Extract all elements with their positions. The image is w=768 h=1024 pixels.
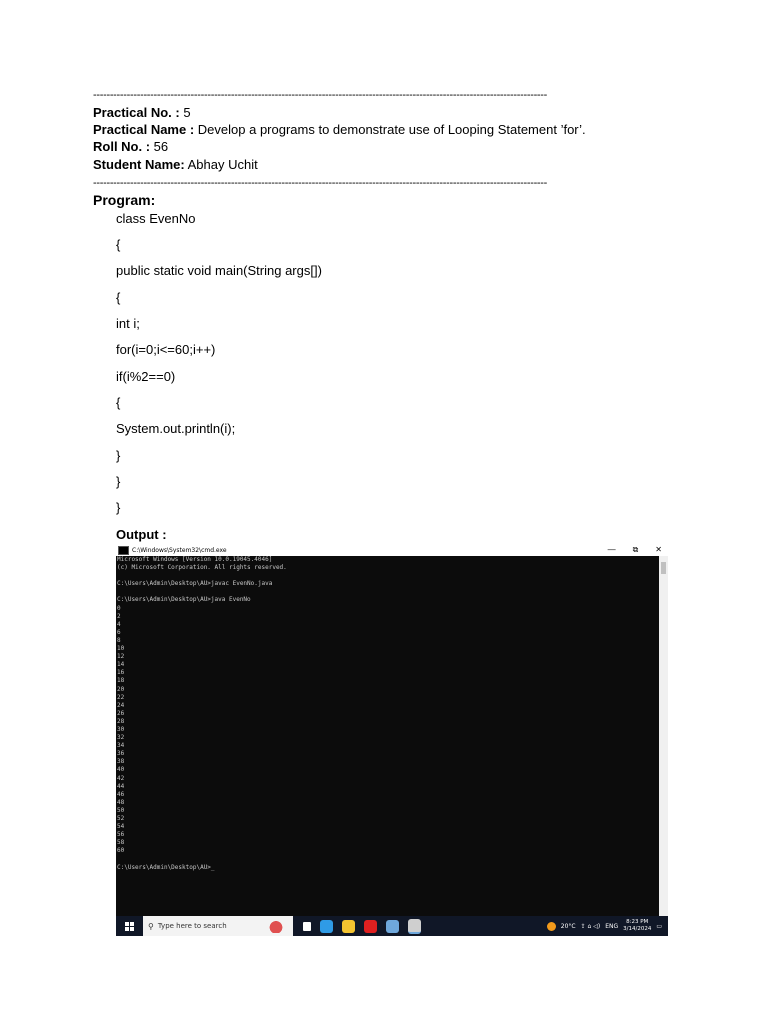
console-line [117, 572, 657, 580]
practical-name-value: Develop a programs to demonstrate use of Looping Statement ’for’. [197, 122, 586, 137]
student-name-line [93, 157, 258, 173]
practical-name-line [93, 122, 586, 138]
console-line: 40 [117, 766, 125, 774]
output-heading: Output : [116, 527, 167, 542]
scrollbar-thumb[interactable] [661, 562, 666, 574]
temperature[interactable]: 20°C [560, 922, 576, 930]
practical-no-value: 5 [183, 105, 191, 120]
practical-no-label: Practical No. : [93, 105, 180, 120]
console-line: 14 [117, 661, 125, 669]
console-line: 48 [117, 798, 125, 806]
top-divider: --------------------------------------------------------------------------------------------------------------------------------------- [93, 89, 548, 101]
code-line: int i; [116, 316, 140, 331]
practical-no-line [93, 105, 191, 121]
tray-icons[interactable]: ⇪ ⌂ ◁) [580, 922, 601, 930]
taskbar-app-icon[interactable] [342, 920, 355, 933]
taskbar-app-icon[interactable] [303, 922, 311, 931]
console-line: 16 [117, 669, 125, 677]
console-line: C:\Users\Admin\Desktop\AU>_ [117, 863, 215, 871]
console-line: 30 [117, 725, 125, 733]
window-titlebar [116, 544, 668, 556]
code-line: } [116, 500, 121, 515]
console-line: 42 [117, 774, 125, 782]
console-line: 26 [117, 709, 125, 717]
taskbar-apps [303, 919, 421, 934]
console-line: 10 [117, 645, 125, 653]
console-line: 44 [117, 782, 125, 790]
practical-name-label: Practical Name : [93, 122, 195, 137]
bottom-divider: --------------------------------------------------------------------------------------------------------------------------------------- [93, 177, 548, 189]
search-placeholder: Type here to search [157, 922, 227, 930]
console-line: 54 [117, 823, 125, 831]
cmd-icon [118, 546, 129, 555]
code-line: } [116, 448, 121, 463]
window-controls [608, 544, 662, 556]
console-line: 36 [117, 750, 125, 758]
console-line: Microsoft Windows [Version 10.0.19045.4046] [117, 556, 273, 563]
roll-no-value: 56 [153, 139, 169, 154]
notification-icon[interactable]: ▭ [656, 922, 662, 930]
console-line: 24 [117, 701, 125, 709]
console-line: 58 [117, 839, 125, 847]
code-line: { [116, 395, 121, 410]
console-line: 12 [117, 653, 125, 661]
taskbar-app-icon[interactable] [386, 920, 399, 933]
console-output [117, 556, 657, 916]
code-line: public static void main(String args[]) [116, 263, 322, 278]
window-title: C:\Windows\System32\cmd.exe [132, 546, 227, 554]
code-line: } [116, 474, 121, 489]
search-icon: ⚲ [148, 921, 154, 931]
console-line [117, 588, 657, 596]
code-line: class EvenNo [116, 211, 196, 226]
language-indicator[interactable]: ENG [605, 922, 619, 930]
console-line: 60 [117, 847, 125, 855]
taskbar [116, 916, 668, 936]
taskbar-app-icon[interactable] [364, 920, 377, 933]
console-line: 18 [117, 677, 125, 685]
cmd-screenshot [116, 544, 668, 936]
program-heading: Program: [93, 192, 156, 208]
code-line: { [116, 237, 121, 252]
code-line: System.out.println(i); [116, 421, 236, 436]
console-scrollbar[interactable] [659, 556, 668, 916]
code-line: if(i%2==0) [116, 369, 176, 384]
console-line: 4 [117, 620, 121, 628]
restore-icon[interactable]: ⧉ [632, 545, 639, 554]
windows-start-icon[interactable] [125, 922, 134, 931]
taskbar-search[interactable] [143, 916, 293, 936]
clock-date: 3/14/2024 [623, 926, 652, 932]
console-line: 46 [117, 790, 125, 798]
taskbar-app-icon[interactable] [408, 919, 421, 934]
console-line: C:\Users\Admin\Desktop\AU>javac EvenNo.java [117, 580, 273, 588]
console-line: 32 [117, 734, 125, 742]
roll-no-label: Roll No. : [93, 139, 151, 154]
clock[interactable] [623, 919, 651, 933]
code-line: { [116, 290, 121, 305]
minimize-icon[interactable]: — [607, 545, 616, 554]
roll-no-line [93, 139, 168, 155]
student-name-label: Student Name: [93, 157, 185, 172]
console-line: 2 [117, 612, 121, 620]
console-line: 22 [117, 693, 125, 701]
console-line: 34 [117, 742, 125, 750]
console-line: 28 [117, 717, 125, 725]
console-line: 52 [117, 815, 125, 822]
clock-time: 8:23 PM [626, 919, 649, 925]
console-line [117, 855, 657, 863]
taskbar-app-icon[interactable] [320, 920, 333, 933]
search-highlight-icon [263, 919, 289, 933]
console-line: 50 [117, 806, 125, 814]
console-line: (c) Microsoft Corporation. All rights reserved. [117, 564, 287, 572]
console-line: 38 [117, 758, 125, 766]
close-icon[interactable]: ✕ [655, 545, 662, 554]
weather-icon[interactable] [547, 922, 556, 931]
code-line: for(i=0;i<=60;i++) [116, 342, 216, 357]
student-name-value: Abhay Uchit [187, 157, 258, 172]
console-line: 6 [117, 628, 121, 636]
console-line: 0 [117, 604, 121, 612]
system-tray [547, 916, 662, 936]
console-line: 8 [117, 636, 121, 644]
console-line: C:\Users\Admin\Desktop\AU>java EvenNo [117, 596, 251, 604]
console-line: 56 [117, 831, 125, 839]
console-line: 20 [117, 685, 125, 693]
